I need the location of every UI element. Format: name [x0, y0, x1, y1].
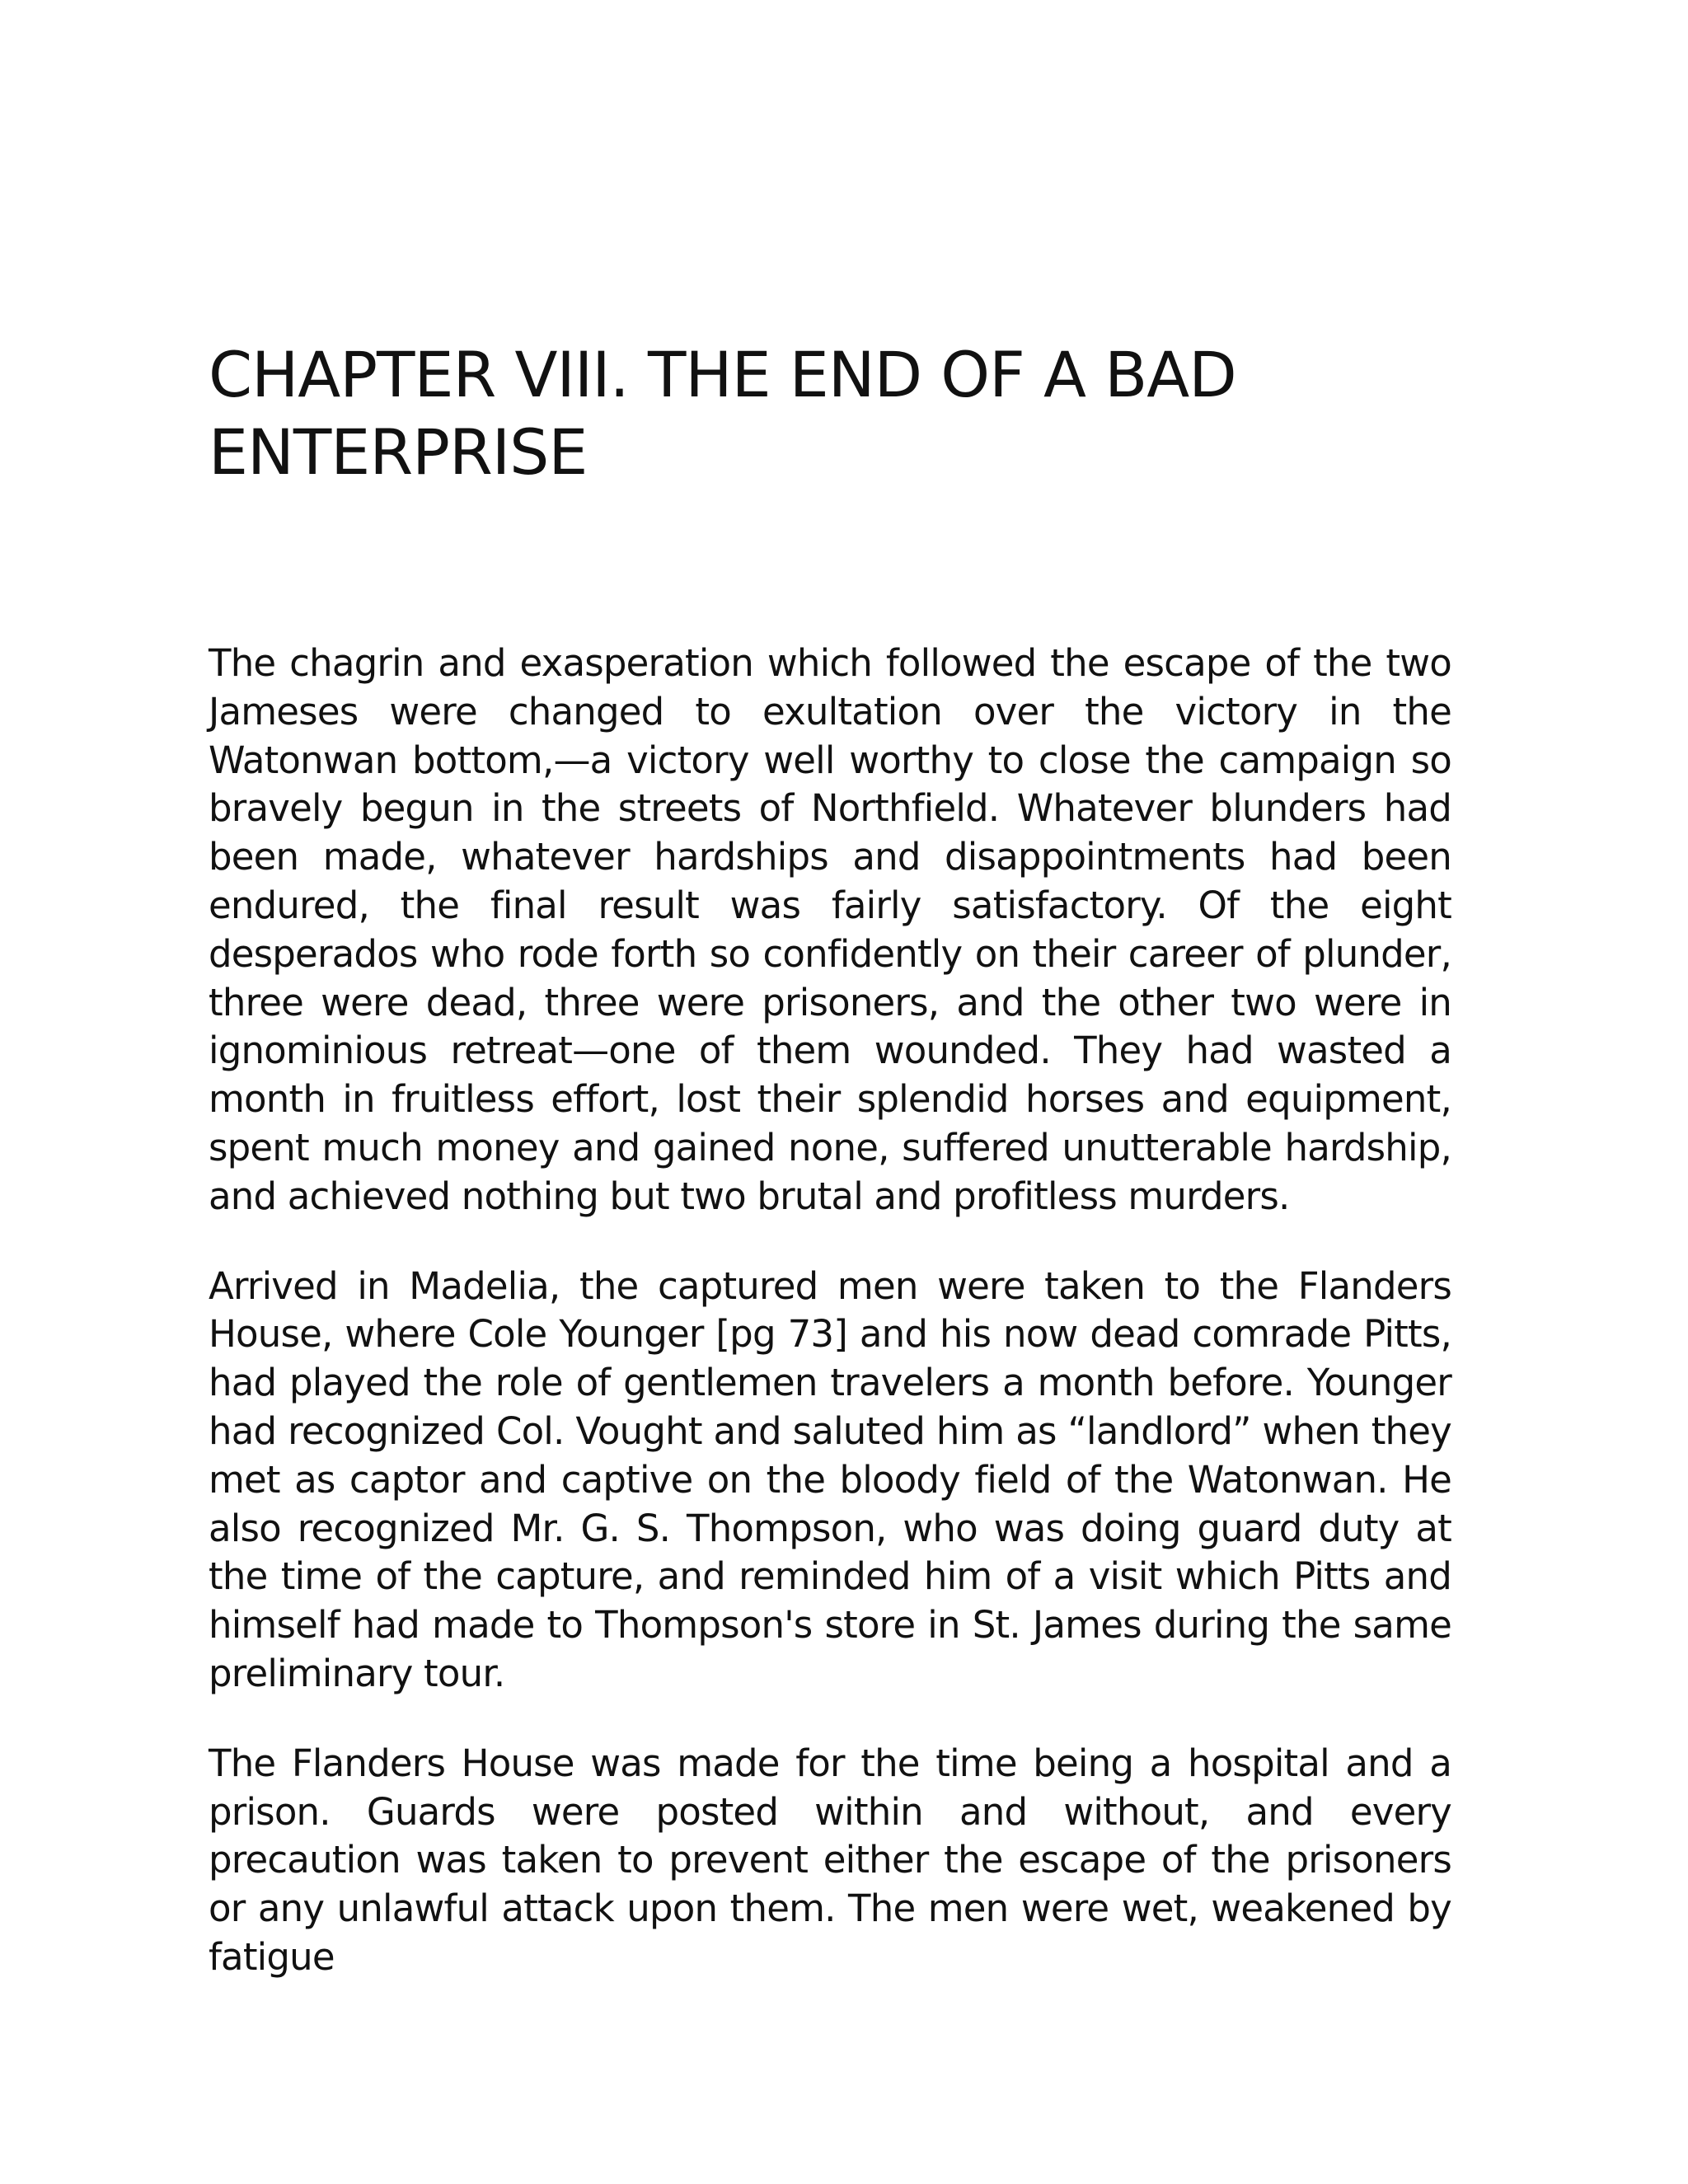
chapter-title: CHAPTER VIII. THE END OF A BAD ENTERPRISE — [209, 338, 1236, 489]
paragraph-3: The Flanders House was made for the time being a hospital and a prison. Guards were posted within and without, and every precaution was taken to prevent either the escape of the prisoners or any unlawful attack upon them. The men were wet, weakened by fatigue — [209, 1741, 1451, 1979]
paragraph-2: Arrived in Madelia, the captured men were taken to the Flanders House, where Cole Younger [pg 73] and his now dead comrade Pitts, had played the role of gentlemen travelers a month before. Younger had recognized Col. Vought and saluted him as “landlord” when they met as captor and captive on the bloody field of the Watonwan. He also recognized Mr. G. S. Thompson, who was doing guard duty at the time of the capture, and reminded him of a visit which Pitts and himself had made to Thompson's store in St. James during the same preliminary tour. — [209, 1263, 1451, 1695]
chapter-body — [209, 640, 1451, 2023]
book-page — [209, 0, 1451, 2184]
paragraph-1: The chagrin and exasperation which followed the escape of the two Jameses were changed to exultation over the victory in the Watonwan bottom,—a victory well worthy to close the campaign so bravely begun in the streets of Northfield. Whatever blunders had been made, whatever hardships and disappointments had been endured, the final result was fairly satisfactory. Of the eight desperados who rode forth so confidently on their career of plunder, three were dead, three were prisoners, and the other two were in ignominious retreat—one of them wounded. They had wasted a month in fruitless effort, lost their splendid horses and equipment, spent much money and gained none, suffered unutterable hardship, and achieved nothing but two brutal and profitless murders. — [209, 641, 1451, 1218]
